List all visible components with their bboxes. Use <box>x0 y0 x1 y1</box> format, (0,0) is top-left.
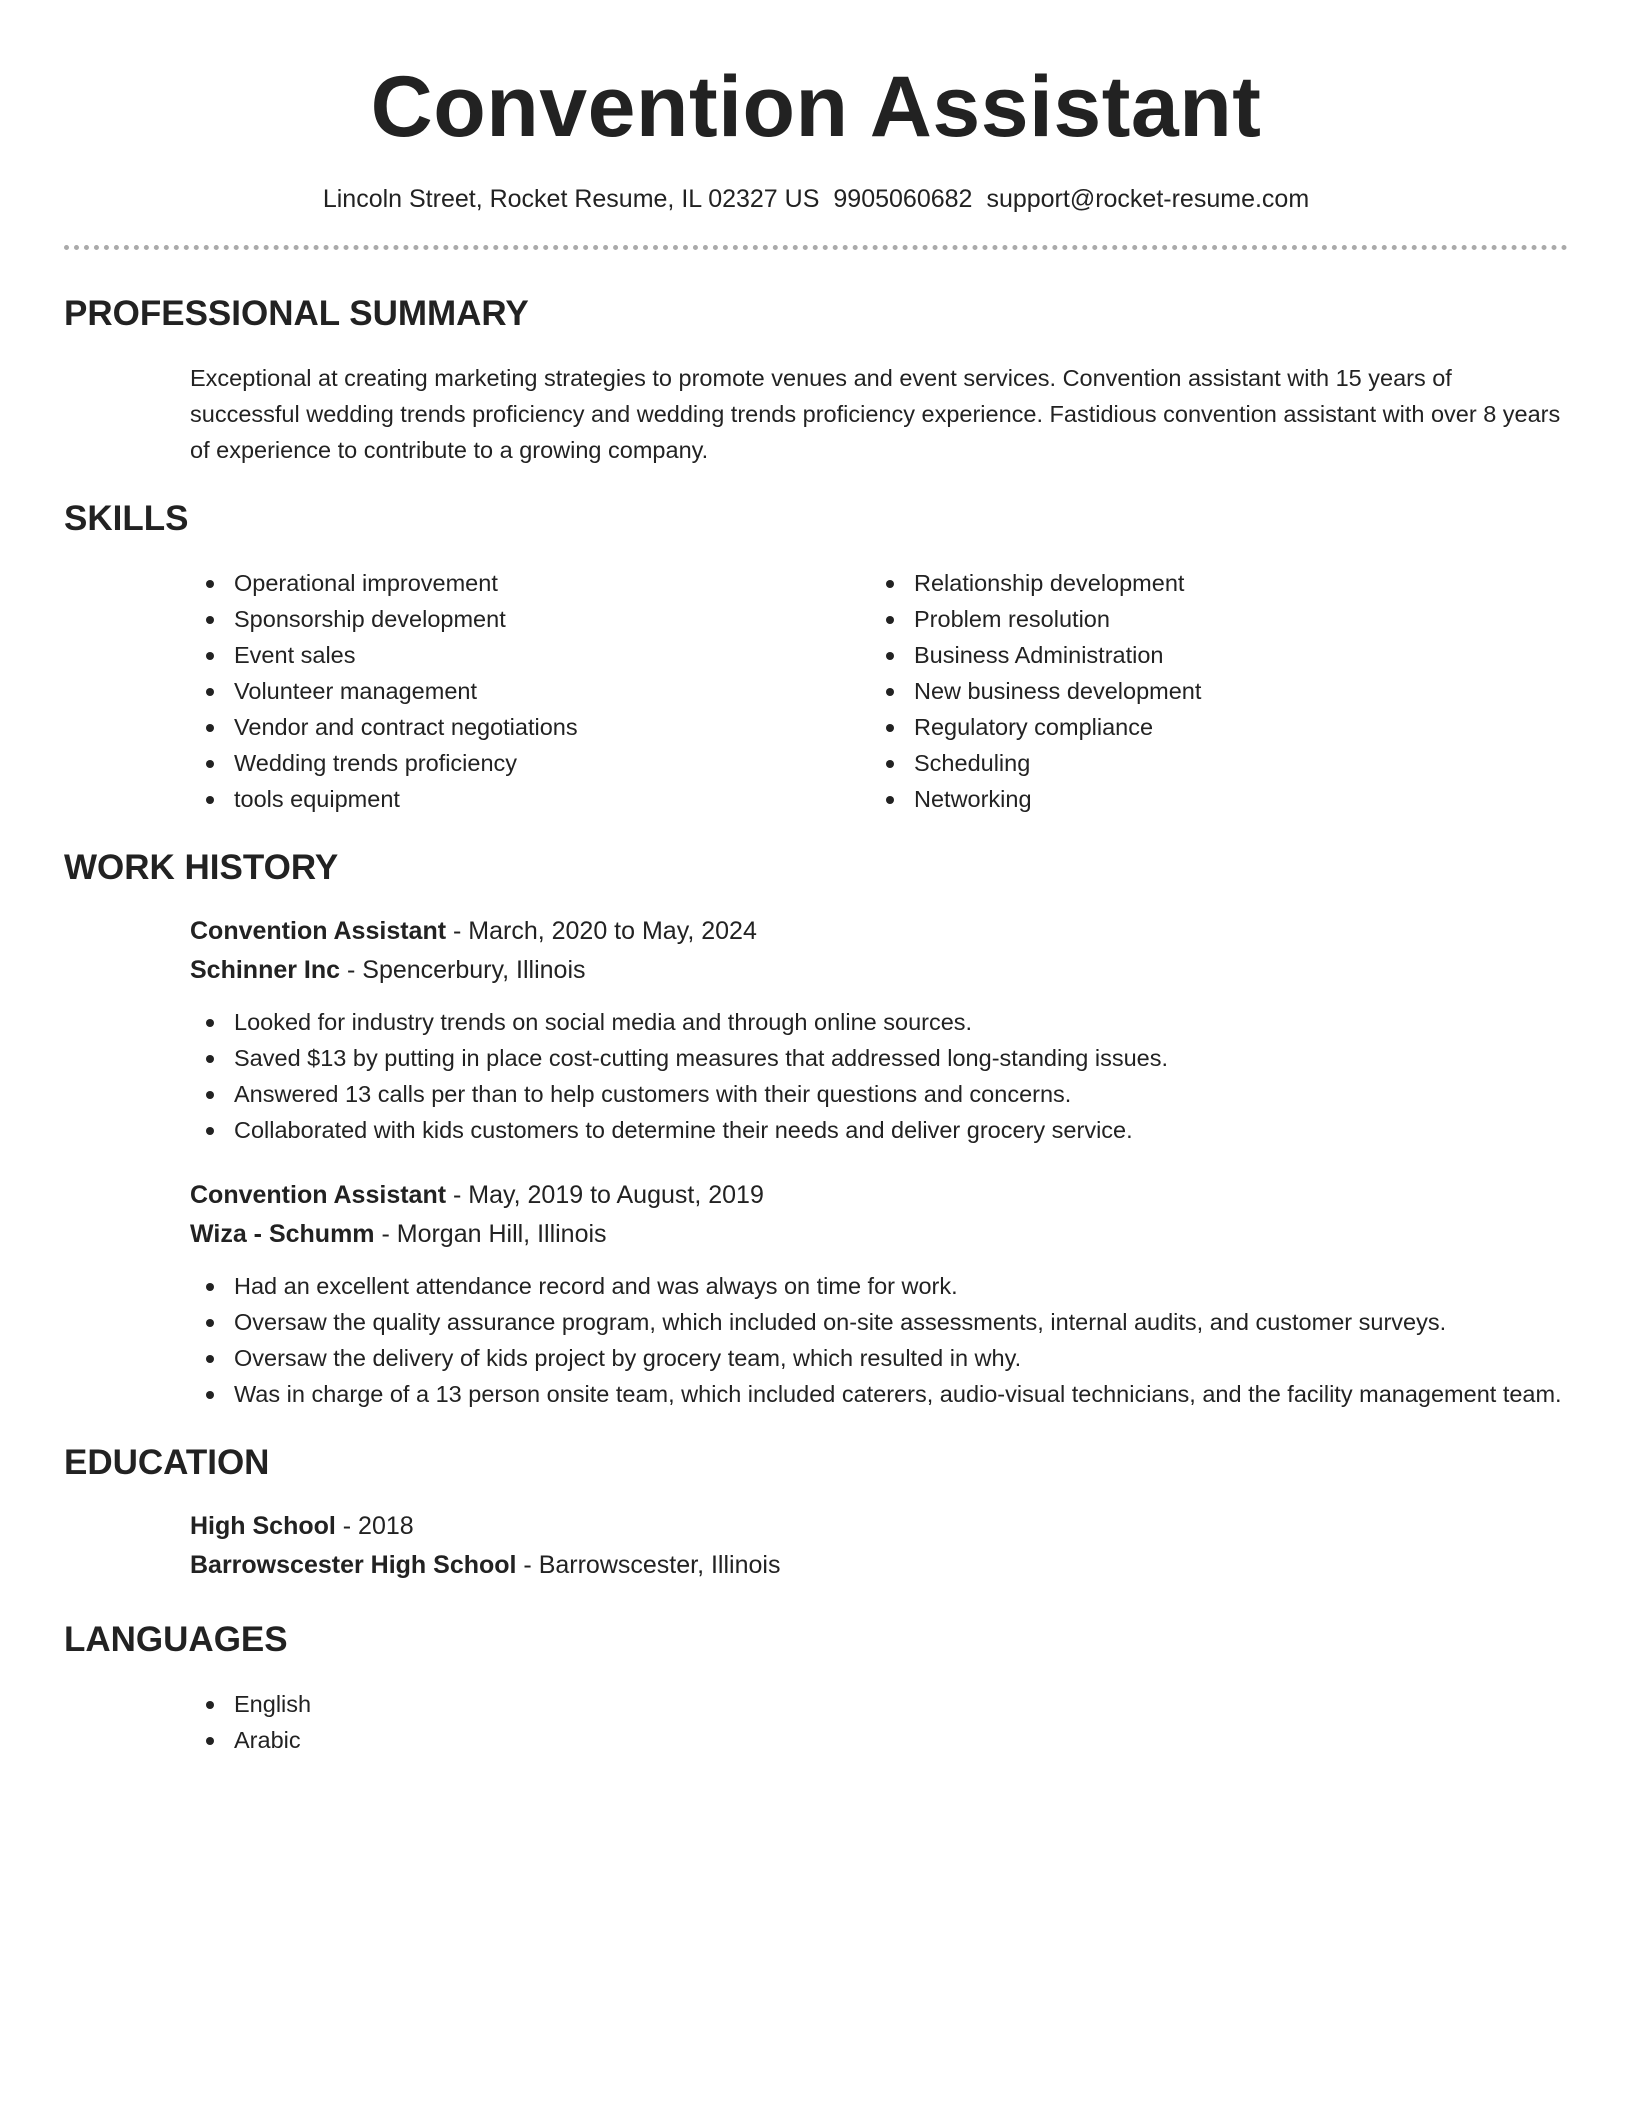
job-location: - Spencerbury, Illinois <box>340 956 586 984</box>
skill-item: Relationship development <box>870 565 1550 601</box>
job-title-line <box>190 912 1568 951</box>
skill-item: Problem resolution <box>870 601 1550 637</box>
job-duty: Collaborated with kids customers to determine their needs and deliver grocery service. <box>190 1112 1568 1148</box>
languages-list <box>190 1686 1568 1758</box>
skills-list <box>190 565 1568 817</box>
skill-item: Volunteer management <box>190 673 870 709</box>
job-entry <box>190 1176 1568 1412</box>
education-year: - 2018 <box>335 1512 414 1540</box>
skill-item: Scheduling <box>870 745 1550 781</box>
contact-email: support@rocket-resume.com <box>986 185 1310 213</box>
job-role: Convention Assistant <box>190 917 447 945</box>
contact-line <box>64 184 1568 214</box>
education-school: Barrowscester High School <box>190 1551 517 1579</box>
skill-item: Business Administration <box>870 637 1550 673</box>
languages-heading: LANGUAGES <box>64 1620 288 1659</box>
resume-page <box>64 0 1568 1758</box>
skill-item: Vendor and contract negotiations <box>190 709 870 745</box>
job-company: Wiza - Schumm <box>190 1220 375 1248</box>
job-duties <box>190 1268 1568 1412</box>
job-dates: - March, 2020 to May, 2024 <box>446 917 757 945</box>
job-duty: Had an excellent attendance record and was always on time for work. <box>190 1268 1568 1304</box>
skill-item: Networking <box>870 781 1550 817</box>
contact-address: Lincoln Street, Rocket Resume, IL 02327 US <box>322 185 820 213</box>
skill-item: Operational improvement <box>190 565 870 601</box>
skills-column-left <box>190 565 870 817</box>
job-duty: Oversaw the delivery of kids project by grocery team, which resulted in why. <box>190 1340 1568 1376</box>
education-entry <box>190 1507 1568 1585</box>
language-item: English <box>190 1686 1568 1722</box>
skill-item: tools equipment <box>190 781 870 817</box>
summary-text: Exceptional at creating marketing strategies to promote venues and event services. Convention assistant with 15 years of successful wedding trends proficiency and wedding trends proficiency experience. Fastidious convention assistant with over 8 years of experience to contribute to a growing company. <box>190 365 1561 463</box>
skill-item: Regulatory compliance <box>870 709 1550 745</box>
job-role: Convention Assistant <box>190 1181 447 1209</box>
job-location: - Morgan Hill, Illinois <box>374 1220 607 1248</box>
education-degree-line <box>190 1507 1568 1546</box>
skills-heading: SKILLS <box>64 499 189 538</box>
education-location: - Barrowscester, Illinois <box>516 1551 781 1579</box>
job-duty: Was in charge of a 13 person onsite team, which included caterers, audio-visual technicians, and the facility management team. <box>190 1376 1568 1412</box>
skill-item: New business development <box>870 673 1550 709</box>
job-company-line <box>190 1215 1568 1254</box>
job-duties <box>190 1004 1568 1148</box>
job-duty: Answered 13 calls per than to help customers with their questions and concerns. <box>190 1076 1568 1112</box>
skills-column-right <box>870 565 1550 817</box>
job-dates: - May, 2019 to August, 2019 <box>446 1181 764 1209</box>
job-entry <box>190 912 1568 1148</box>
job-duty: Oversaw the quality assurance program, which included on-site assessments, internal audits, and customer surveys. <box>190 1304 1568 1340</box>
education-school-line <box>190 1546 1568 1585</box>
job-company-line <box>190 951 1568 990</box>
candidate-name: Convention Assistant <box>370 59 1262 155</box>
job-duty: Saved $13 by putting in place cost-cutting measures that addressed long-standing issues. <box>190 1040 1568 1076</box>
skill-item: Event sales <box>190 637 870 673</box>
skill-item: Sponsorship development <box>190 601 870 637</box>
job-company: Schinner Inc <box>190 956 341 984</box>
summary-heading: PROFESSIONAL SUMMARY <box>64 294 529 333</box>
job-title-line <box>190 1176 1568 1215</box>
skill-item: Wedding trends proficiency <box>190 745 870 781</box>
job-duty: Looked for industry trends on social media and through online sources. <box>190 1004 1568 1040</box>
work-history-heading: WORK HISTORY <box>64 848 339 887</box>
header-divider <box>64 245 1568 250</box>
language-item: Arabic <box>190 1722 1568 1758</box>
contact-phone: 9905060682 <box>833 185 973 213</box>
education-heading: EDUCATION <box>64 1443 270 1482</box>
education-degree: High School <box>190 1512 336 1540</box>
